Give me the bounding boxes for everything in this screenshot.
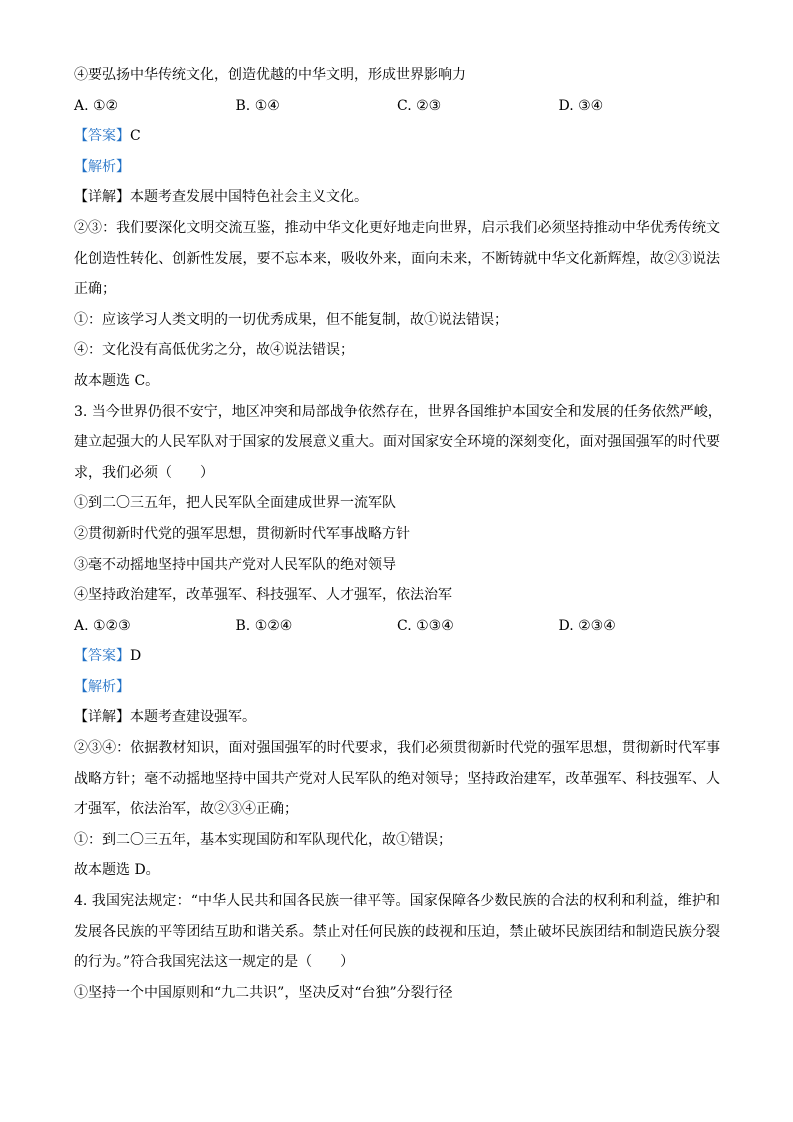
option-b: B. ①②④ (235, 617, 293, 634)
text-line: 战略方针；毫不动摇地坚持中国共产党对人民军队的绝对领导；坚持政治建军，改革强军、科技强军、人 (74, 770, 720, 787)
text-line: ①坚持一个中国原则和“九二共识”，坚决反对“台独”分裂行径 (74, 984, 453, 1001)
text-line: 故本题选 C。 (74, 372, 160, 389)
text-line: ④：文化没有高低优劣之分，故④说法错误； (74, 342, 354, 359)
option-d: D. ②③④ (558, 617, 616, 634)
bracket-tag: 【解析】 (74, 158, 130, 175)
text-line: ④坚持政治建军，改革强军、科技强军、人才强军，依法治军 (74, 587, 452, 604)
text-line: 【详解】本题考查建设强军。 (74, 709, 256, 726)
text-line: ①：应该学习人类文明的一切优秀成果，但不能复制，故①说法错误； (74, 311, 508, 328)
analysis-heading (74, 156, 720, 178)
text-line: ③毫不动摇地坚持中国共产党对人民军队的绝对领导 (74, 556, 396, 573)
text-line: 4. 我国宪法规定：“中华人民共和国各民族一律平等。国家保障各少数民族的合法的权利和利益，维护和 (74, 893, 720, 910)
text-line: 求，我们必须（ ） (74, 464, 214, 481)
bracket-tag: 【答案】 (74, 648, 130, 665)
option-c: C. ②③ (397, 97, 442, 114)
answer-options (74, 615, 720, 637)
answer-line (74, 125, 720, 147)
option-a: A. ①② (74, 97, 119, 114)
tag-value: C (130, 128, 141, 145)
option-a: A. ①②③ (74, 617, 131, 634)
text-line: 建立起强大的人民军队对于国家的发展意义重大。面对国家安全环境的深刻变化，面对强国强军的时代要 (74, 434, 720, 451)
tag-value: D (130, 648, 142, 665)
text-line: ②贯彻新时代党的强军思想，贯彻新时代军事战略方针 (74, 525, 410, 542)
bracket-tag: 【解析】 (74, 678, 130, 695)
text-line: 故本题选 D。 (74, 862, 160, 879)
answer-line (74, 645, 720, 667)
text-line: 才强军，依法治军，故②③④正确； (74, 801, 298, 818)
option-c: C. ①③④ (397, 617, 454, 634)
text-line: ②③：我们要深化文明交流互鉴，推动中华文化更好地走向世界，启示我们必须坚持推动中华优秀传统文 (74, 219, 720, 236)
option-b: B. ①④ (235, 97, 280, 114)
text-line: ②③④：依据教材知识，面对强国强军的时代要求，我们必须贯彻新时代党的强军思想，贯彻新时代军事 (74, 740, 720, 757)
option-d: D. ③④ (558, 97, 604, 114)
bracket-tag: 【答案】 (74, 128, 130, 145)
analysis-heading (74, 676, 720, 698)
text-line: 3. 当今世界仍很不安宁，地区冲突和局部战争依然存在，世界各国维护本国安全和发展的任务依然严峻， (74, 403, 722, 420)
text-line: ①：到二〇三五年，基本实现国防和军队现代化，故①错误； (74, 831, 452, 848)
text-line: ④要弘扬中华传统文化，创造优越的中华文明，形成世界影响力 (74, 67, 466, 83)
text-line: 化创造性转化、创新性发展，要不忘本来，吸收外来，面向未来，不断铸就中华文化新辉煌，故②③说法 (74, 250, 720, 267)
answer-options (74, 95, 720, 117)
text-line: ①到二〇三五年，把人民军队全面建成世界一流军队 (74, 495, 396, 512)
text-line: 正确； (74, 281, 116, 298)
text-line: 【详解】本题考查发展中国特色社会主义文化。 (74, 189, 368, 206)
text-line: 的行为。”符合我国宪法这一规定的是（ ） (74, 954, 355, 971)
text-line: 发展各民族的平等团结互助和谐关系。禁止对任何民族的歧视和压迫，禁止破坏民族团结和制造民族分裂 (74, 923, 720, 940)
page-content (74, 64, 720, 1012)
